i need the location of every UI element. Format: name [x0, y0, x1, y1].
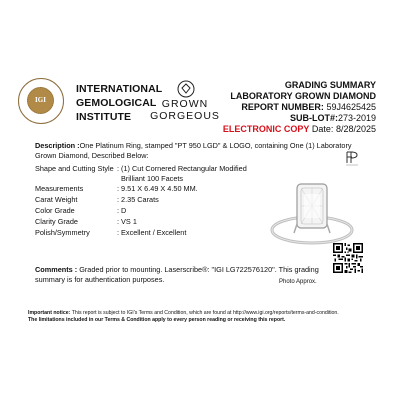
grading-summary [223, 80, 376, 135]
property-value-continued: Brilliant 100 Facets [121, 173, 184, 183]
institute-name-line3: INSTITUTE [76, 111, 132, 123]
gg-line-2: GORGEOUS [150, 110, 220, 122]
institute-name-line2: GEMOLOGICAL [76, 97, 157, 109]
notice-text-2: The limitations included in our Terms & Condition apply to every person reading or receiving this report. [28, 317, 286, 323]
institute-name-line1: INTERNATIONAL [76, 83, 163, 95]
notice-label: Important notice: [28, 310, 71, 316]
description-label: Description : [35, 141, 80, 150]
igi-seal-letter: IGI [35, 96, 46, 104]
property-value: : VS 1 [117, 217, 137, 226]
summary-title-1: GRADING SUMMARY [284, 80, 376, 90]
notice-text: This report is subject to IGI's Terms and Condition, which are found at http://www.igi.org/reports/terms-and-condition. [71, 310, 339, 316]
property-label: Shape and Cutting Style [35, 164, 114, 173]
property-label: Clarity Grade [35, 217, 78, 226]
property-value: : Excellent / Excellent [117, 228, 187, 237]
comments-text: Graded prior to mounting. Laserscribe®: "IGI LG722576120". This grading summary is for authentication purposes. [35, 265, 319, 284]
property-label: Measurements [35, 183, 84, 193]
property-label: Color Grade [35, 206, 75, 215]
property-value: : 9.51 X 6.49 X 4.50 MM. [117, 183, 198, 193]
report-number-label: REPORT NUMBER: [241, 102, 324, 112]
description-text: One Platinum Ring, stamped "PT 950 LGD" & LOGO, containing One (1) Laboratory Grown Diamond, Described Below: [35, 141, 352, 160]
summary-title-2: LABORATORY GROWN DIAMOND [230, 91, 376, 101]
sublot-value: 273-2019 [337, 113, 376, 123]
property-label: Carat Weight [35, 195, 78, 204]
property-value: : D [117, 206, 127, 215]
date-label: Date: [311, 124, 334, 134]
qr-code[interactable] [333, 243, 363, 273]
property-value: : (1) Cut Cornered Rectangular Modified [117, 164, 247, 173]
photo-caption: Photo Approx. [279, 279, 317, 285]
ecopy-date-line [223, 124, 376, 135]
notice-line-2 [28, 317, 380, 324]
igi-seal-icon [18, 78, 64, 124]
description [35, 141, 375, 160]
gg-diamond-mark [177, 80, 195, 98]
gg-line-1: GROWN [161, 98, 209, 110]
comments-label: Comments : [35, 265, 78, 274]
date-value: 8/28/2025 [335, 124, 376, 134]
property-value: : 2.35 Carats [117, 195, 159, 204]
fp-monogram-icon [345, 150, 359, 166]
comments [35, 265, 335, 284]
report-number-value: 59J4625425 [326, 102, 376, 112]
property-label: Polish/Symmetry [35, 228, 90, 237]
notice-line-1 [28, 310, 380, 317]
electronic-copy-label: ELECTRONIC COPY [222, 124, 310, 134]
sublot-label: SUB-LOT#: [289, 113, 338, 123]
important-notice [28, 310, 380, 324]
report-number-line [223, 102, 376, 113]
sublot-line [223, 113, 376, 124]
grown-gorgeous-logo-icon [150, 80, 220, 124]
